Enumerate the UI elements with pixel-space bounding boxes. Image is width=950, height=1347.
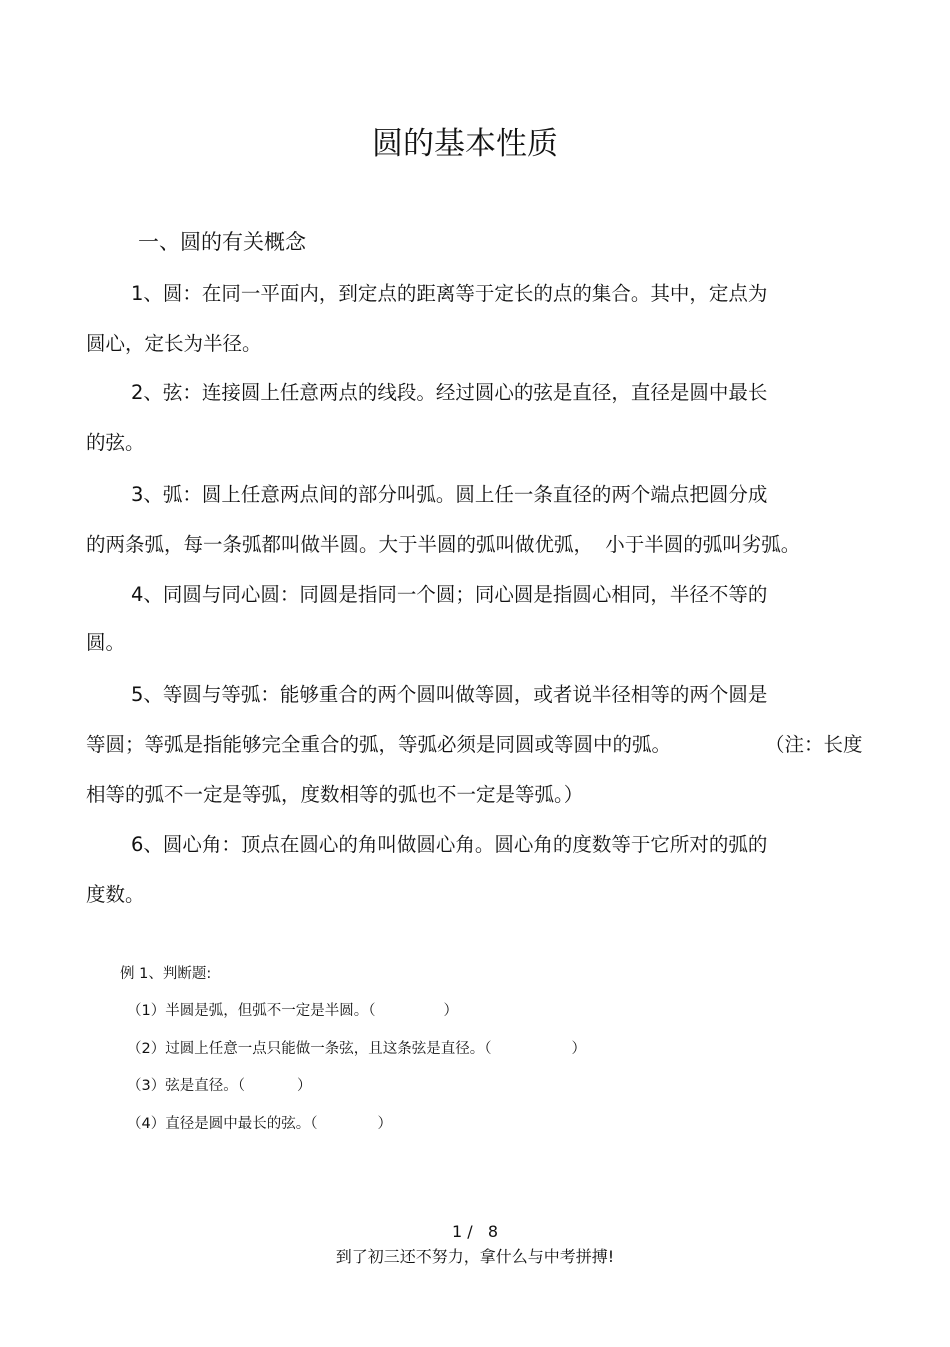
example-item-1 [127,1000,458,1022]
paragraph-3-line-2: 的两条弧，每一条弧都叫做半圆。大于半圆的弧叫做优弧， 小于半圆的弧叫劣弧。 [86,533,801,556]
example-item-4-text: （4）直径是圆中最长的弦。（ [127,1116,318,1132]
paragraph-5-line-3: 相等的弧不一定是等弧，度数相等的弧也不一定是等弧。） [86,783,584,806]
example-item-2-text: （2）过圆上任意一点只能做一条弦，且这条弦是直径。（ [127,1041,492,1057]
page-number: 1 / 8 [451,1222,499,1241]
example-item-2-close: ） [571,1041,586,1057]
footer-motto: 到了初三还不努力，拿什么与中考拼搏! [335,1247,615,1266]
paragraph-1-line-1: 1、圆：在同一平面内，到定点的距离等于定长的点的集合。其中，定点为 [131,282,768,305]
paragraph-5-line-2: 等圆；等弧是指能够完全重合的弧，等弧必须是同圆或等圆中的弧。 [86,733,672,756]
paragraph-2-line-1: 2、弦：连接圆上任意两点的线段。经过圆心的弦是直径，直径是圆中最长 [131,381,768,404]
example-item-3-text: （3）弦是直径。（ [127,1078,245,1094]
section-heading: 一、圆的有关概念 [138,230,306,254]
paragraph-4-line-1: 4、同圆与同心圆：同圆是指同一个圆；同心圆是指圆心相同，半径不等的 [131,583,768,606]
page-title: 圆的基本性质 [372,126,558,162]
paragraph-3-line-1: 3、弧：圆上任意两点间的部分叫弧。圆上任一条直径的两个端点把圆分成 [131,483,768,506]
example-item-4-close: ） [377,1116,392,1132]
paragraph-4-line-2: 圆。 [86,631,126,654]
paragraph-1-line-2: 圆心，定长为半径。 [86,332,262,355]
example-item-3 [127,1075,311,1097]
example-item-1-text: （1）半圆是弧，但弧不一定是半圆。（ [127,1003,376,1019]
paragraph-5-line-1: 5、等圆与等弧：能够重合的两个圆叫做等圆，或者说半径相等的两个圆是 [131,683,768,706]
example-item-3-close: ） [296,1078,312,1094]
example-item-1-close: ） [443,1003,458,1019]
example-item-2 [127,1038,586,1060]
paragraph-5-note: （注：长度 [765,733,863,756]
example-heading: 例 1、判断题: [120,966,212,982]
example-item-4 [127,1113,392,1135]
paragraph-2-line-2: 的弦。 [86,431,145,454]
paragraph-6-line-1: 6、圆心角：顶点在圆心的角叫做圆心角。圆心角的度数等于它所对的弧的 [131,833,768,856]
paragraph-6-line-2: 度数。 [86,883,145,906]
